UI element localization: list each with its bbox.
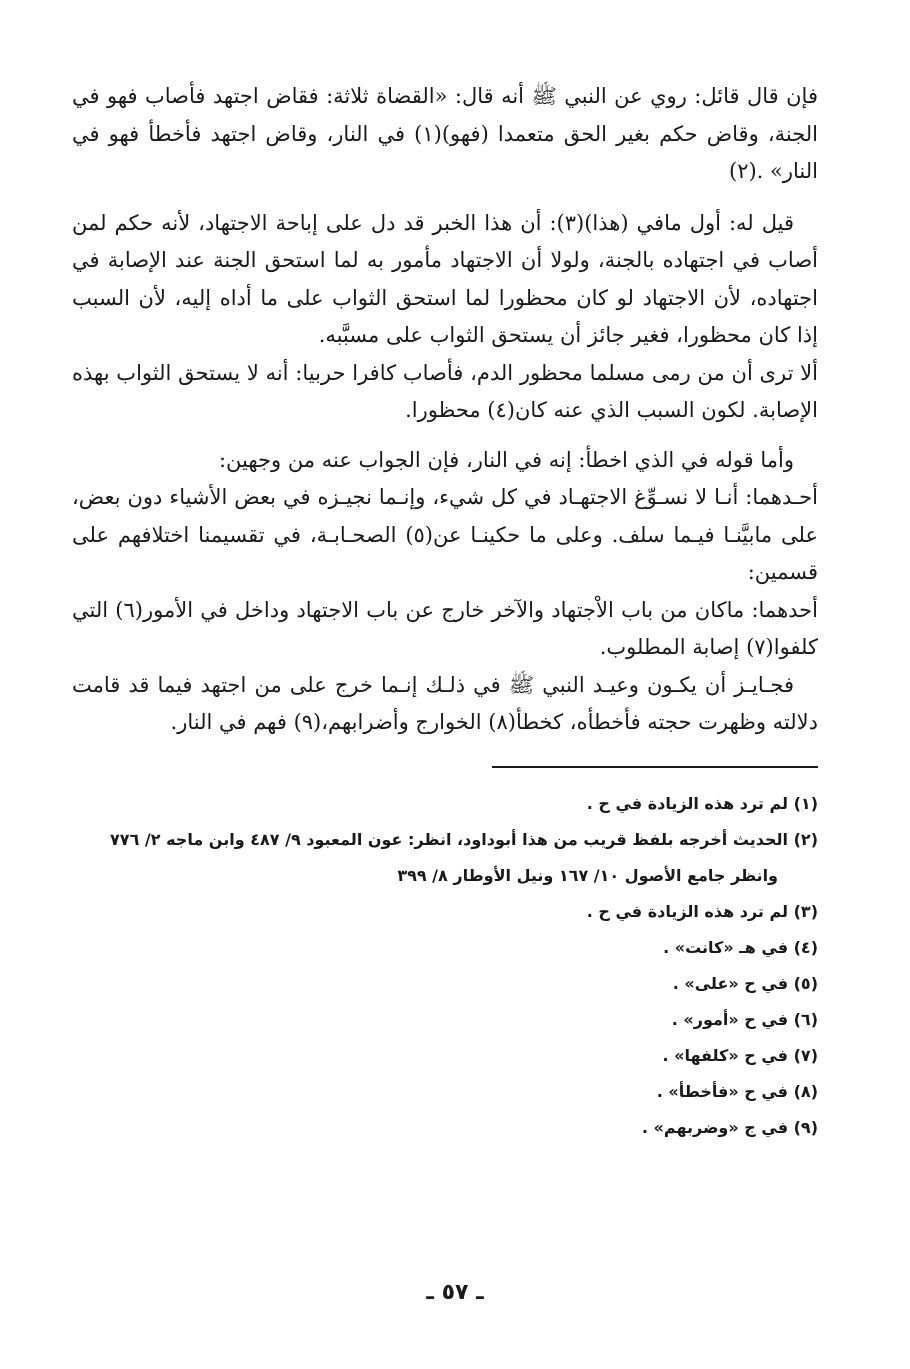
paragraph-6: أحدهما: ماكان من باب الاْجتهاد والآخر خارج عن باب الاجتهاد وداخل في الأمور(٦) التي كلفوا(٧) إصابة المطلوب.	[72, 597, 818, 659]
footnote-2-continuation: وانظر جامع الأصول ١٠/ ١٦٧ ونيل الأوطار ٨/ ٣٩٩	[397, 865, 778, 885]
footnote-5: (٥) في ح «على» .	[672, 973, 818, 993]
footnote-1: (١) لم ترد هذه الزيادة في ح .	[586, 793, 818, 813]
paragraph-1: فإن قال قائل: روي عن النبي ﷺ أنه قال: «القضاة ثلاثة: فقاض اجتهد فأصاب فهو في الجنة، وقاض حكم بغير الحق متعمدا (فهو)(١) في النار، وقاض اجتهد فأخطأ فهو في النار» .(٢)	[72, 84, 819, 183]
footnote-6: (٦) في ح «أمور» .	[671, 1009, 818, 1029]
book-page	[72, 78, 818, 1358]
page-number: ـ ٥٧ ـ	[426, 1280, 484, 1305]
footnote-9: (٩) في ج «وضربهم» .	[641, 1117, 818, 1137]
footnote-8: (٨) في ح «فأخطأ» .	[656, 1081, 818, 1101]
footnote-7: (٧) في ح «كلفها» .	[662, 1045, 818, 1065]
footnotes	[72, 786, 818, 1146]
paragraph-2: قيل له: أول مافي (هذا)(٣): أن هذا الخبر قد دل على إباحة الاجتهاد، لأنه حكم لمن أصاب في اجتهاده بالجنة، ولولا أن الاجتهاد مأمور به لما استحق الجنة عند الإصابة في اجتهاده، لأن الاجتهاد لو كان محظورا لما استحق الثواب على ما أداه إليه، لأن السبب إذا كان محظورا، فغير جائز أن يستحق الثواب على مسبَّبه.	[72, 210, 818, 347]
paragraph-4: وأما قوله في الذي اخطأ: إنه في النار، فإن الجواب عنه من وجهين:	[218, 447, 794, 472]
paragraph-3: ألا ترى أن من رمى مسلما محظور الدم، فأصاب كافرا حربيا: أنه لا يستحق الثواب بهذه الإصابة. لكون السبب الذي عنه كان(٤) محظورا.	[72, 360, 818, 422]
paragraph-5: أحـدهما: أنـا لا نسـوِّغ الاجتهـاد في كل شيء، وإنـما نجيـزه في بعض الأشياء دون بعض، على مابيَّنـا فيـما سلف. وعلى ما حكينـا عن(٥) الصحـابـة، في تقسيمنا اختلافهم على قسمين:	[72, 485, 818, 584]
footnote-separator	[492, 766, 818, 768]
footnote-4: (٤) في هـ «كانت» .	[663, 937, 818, 957]
footnote-2: (٢) الحديث أخرجه بلفظ قريب من هذا أبوداود، انظر: عون المعبود ٩/ ٤٨٧ وابن ماجه ٢/ ٧٧٦	[110, 829, 818, 849]
footnote-3: (٣) لم ترد هذه الزيادة في ح .	[586, 901, 818, 921]
paragraph-7: فجـايـز أن يكـون وعيـد النبي ﷺ في ذلـك إنـما خرج على من اجتهد فيما قد قامت دلالته وظهرت حجته فأخطأه، كخطأ(٨) الخوارج وأضرابهم،(٩) فهم في النار.	[72, 672, 818, 734]
main-text	[72, 78, 818, 742]
